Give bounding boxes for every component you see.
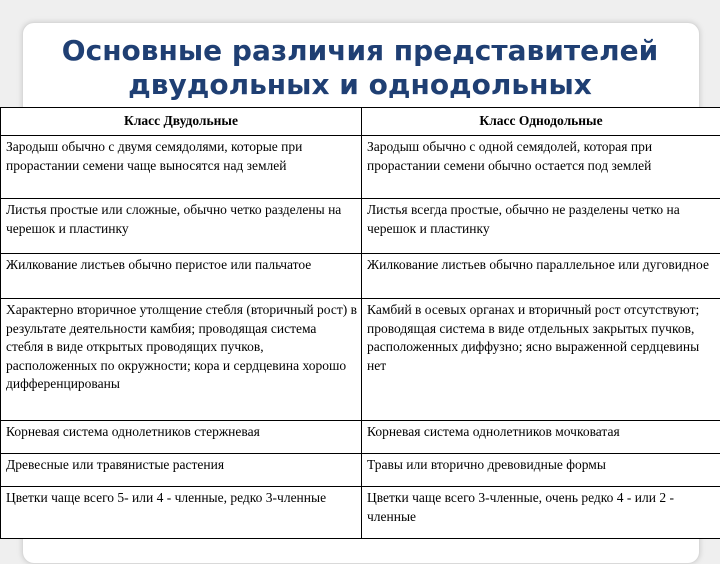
cell-dicots-forms: Древесные или травянистые растения xyxy=(1,454,362,487)
cell-dicots-flowers: Цветки чаще всего 5- или 4 - членные, редко 3-членные xyxy=(1,487,362,539)
slide-title-line-1: Основные различия представителей xyxy=(22,34,698,68)
table-row xyxy=(1,421,720,454)
table-row xyxy=(1,199,720,254)
cell-dicots-stem: Характерно вторичное утолщение стебля (вторичный рост) в результате деятельности камбия; проводящая система стебля в виде открытых проводящих пучков, расположенных по окружности; кора и сердцевина хорошо дифференцированы xyxy=(1,299,362,421)
comparison-table xyxy=(0,107,720,539)
slide-title xyxy=(22,34,698,102)
cell-dicots-roots: Корневая система однолетников стержневая xyxy=(1,421,362,454)
comparison-table-container xyxy=(0,107,720,539)
cell-monocots-embryo: Зародыш обычно с одной семядолей, которая при прорастании семени обычно остается под землей xyxy=(362,136,720,199)
table-row xyxy=(1,254,720,299)
table-row xyxy=(1,454,720,487)
cell-dicots-venation: Жилкование листьев обычно перистое или пальчатое xyxy=(1,254,362,299)
table-row xyxy=(1,136,720,199)
cell-monocots-venation: Жилкование листьев обычно параллельное или дуговидное xyxy=(362,254,720,299)
cell-monocots-stem: Камбий в осевых органах и вторичный рост отсутствуют; проводящая система в виде отдельных закрытых пучков, расположенных диффузно; ясно выраженной сердцевины нет xyxy=(362,299,720,421)
table-header-row xyxy=(1,108,720,136)
table-row xyxy=(1,487,720,539)
header-monocots: Класс Однодольные xyxy=(362,108,720,136)
cell-dicots-leaves: Листья простые или сложные, обычно четко разделены на черешок и пластинку xyxy=(1,199,362,254)
cell-monocots-flowers: Цветки чаще всего 3-членные, очень редко 4 - или 2 - членные xyxy=(362,487,720,539)
cell-dicots-embryo: Зародыш обычно с двумя семядолями, которые при прорастании семени чаще выносятся над землей xyxy=(1,136,362,199)
slide-title-line-2: двудольных и однодольных xyxy=(22,68,698,102)
header-dicots: Класс Двудольные xyxy=(1,108,362,136)
cell-monocots-forms: Травы или вторично древовидные формы xyxy=(362,454,720,487)
cell-monocots-roots: Корневая система однолетников мочковатая xyxy=(362,421,720,454)
cell-monocots-leaves: Листья всегда простые, обычно не разделены четко на черешок и пластинку xyxy=(362,199,720,254)
table-row xyxy=(1,299,720,421)
